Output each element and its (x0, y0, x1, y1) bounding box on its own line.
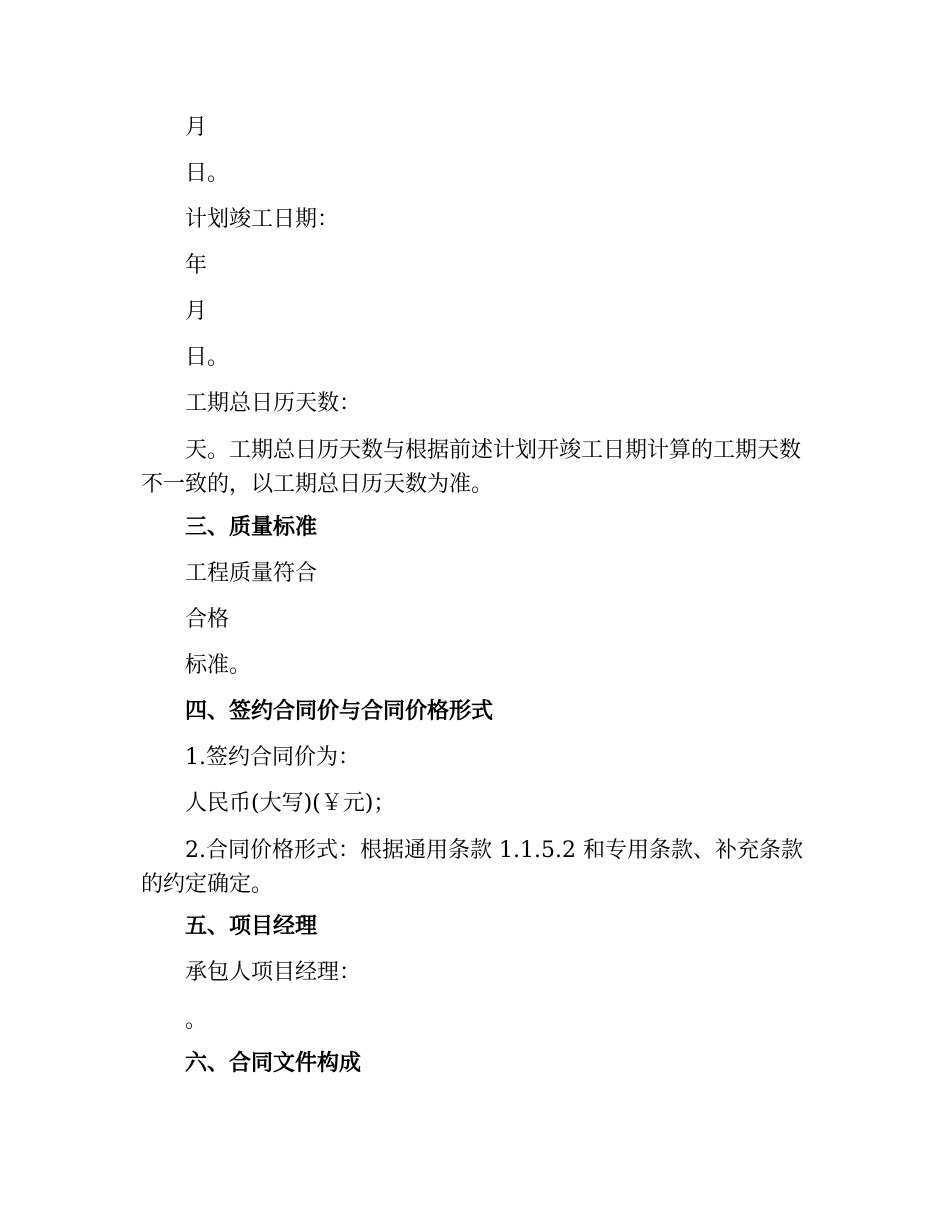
paragraph-signed-contract-price: 1.签约合同价为： (185, 745, 360, 770)
paragraph-month: 月 (185, 115, 208, 140)
section-heading-contract-price: 四、签约合同价与合同价格形式 (185, 699, 494, 724)
paragraph-standard: 标准。 (185, 653, 252, 678)
paragraph-total-calendar-days: 工期总日历天数： (185, 391, 362, 416)
paragraph-day: 日。 (185, 161, 230, 186)
paragraph-price-form: 2.合同价格形式：根据通用条款 1.1.5.2 和专用条款、补充条款的约定确定。 (141, 838, 803, 897)
paragraph-contractor-project-manager: 承包人项目经理： (185, 960, 362, 985)
section-heading-contract-documents: 六、合同文件构成 (185, 1051, 362, 1076)
paragraph-calendar-days-rule: 天。工期总日历天数与根据前述计划开竣工日期计算的工期天数不一致的，以工期总日历天数为准。 (141, 438, 802, 497)
section-heading-quality-standard: 三、质量标准 (185, 515, 318, 540)
section-heading-project-manager: 五、项目经理 (185, 914, 318, 939)
paragraph-planned-completion-date: 计划竣工日期： (185, 207, 340, 232)
paragraph-year: 年 (185, 253, 208, 278)
paragraph-day-2: 日。 (185, 345, 230, 370)
paragraph-period: 。 (185, 1008, 208, 1033)
paragraph-quality-conformance: 工程质量符合 (185, 561, 318, 586)
paragraph-rmb-amount: 人民币(大写)(￥元)； (185, 791, 396, 816)
paragraph-month-2: 月 (185, 299, 208, 324)
paragraph-qualified: 合格 (185, 607, 230, 632)
